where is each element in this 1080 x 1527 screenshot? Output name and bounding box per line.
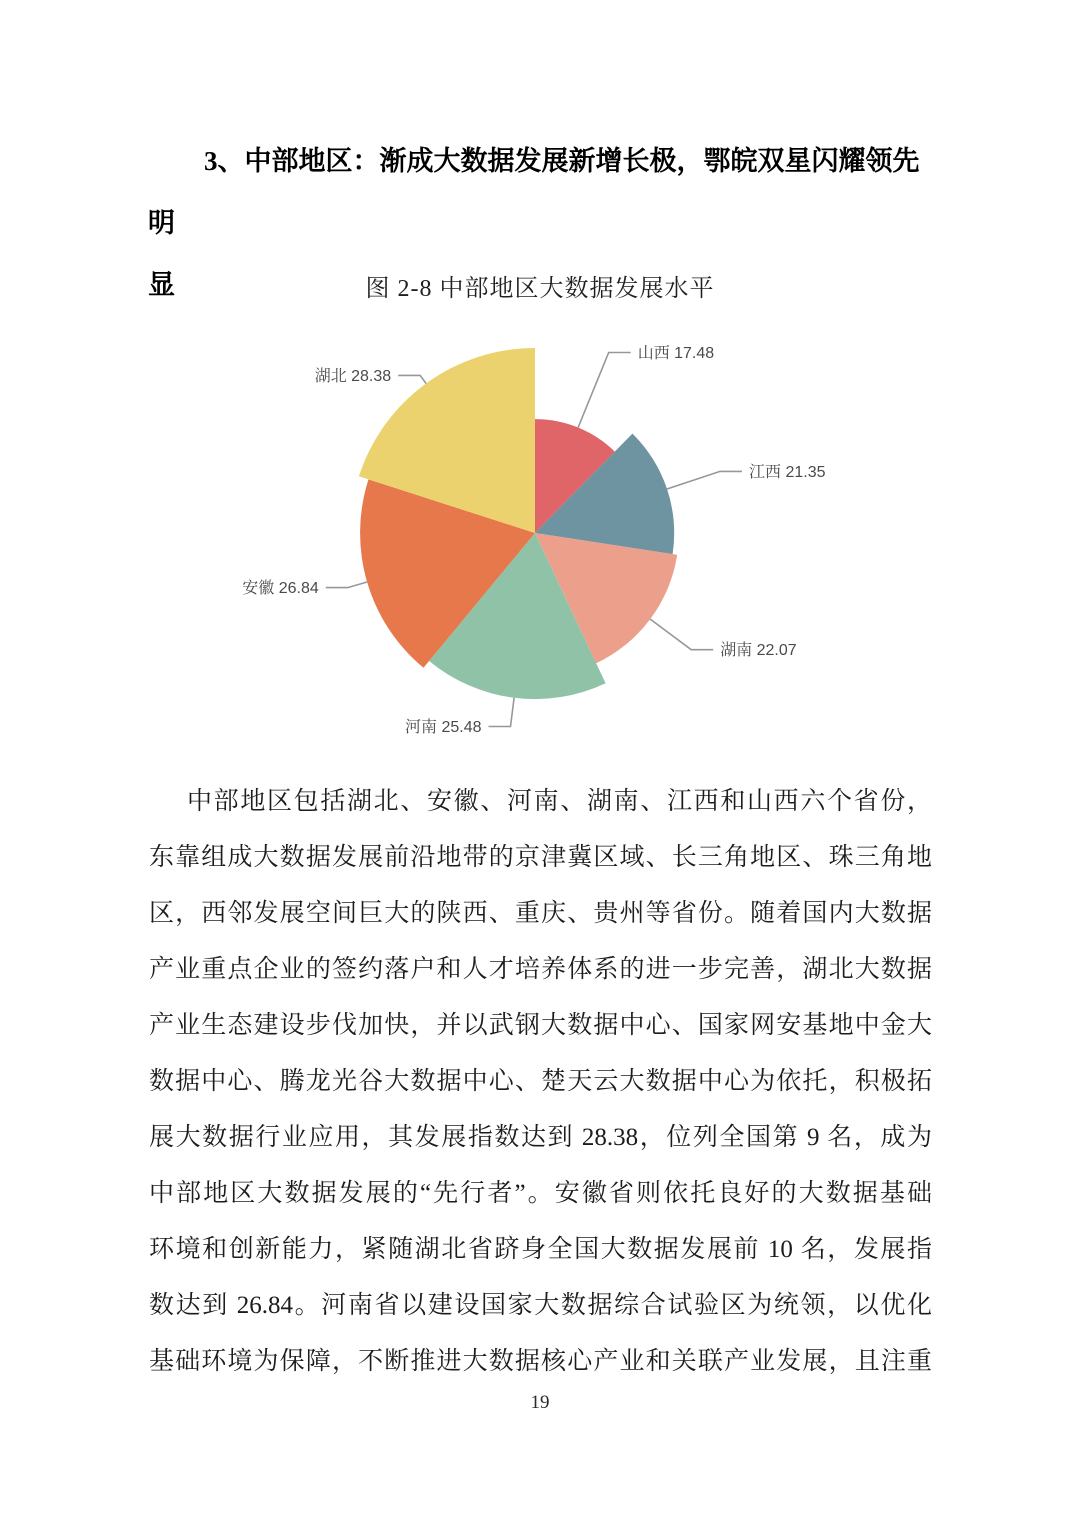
section-heading-line: 显 (148, 270, 175, 300)
paragraph-line: 中部地区大数据发展的“先行者”。安徽省则依托良好的大数据基础 (149, 1180, 932, 1207)
pie-label-line-4 (326, 582, 367, 588)
body-paragraph (149, 774, 932, 1390)
pie-label-2: 湖南 22.07 (720, 642, 797, 660)
pie-label-1: 江西 21.35 (749, 463, 826, 481)
pie-label-line-5 (398, 375, 426, 383)
paragraph-line: 数达到 26.84。河南省以建设国家大数据综合试验区为统领，以优化 (149, 1292, 932, 1319)
paragraph-line: 中部地区包括湖北、安徽、河南、湖南、江西和山西六个省份， (187, 788, 932, 815)
paragraph-line: 东靠组成大数据发展前沿地带的京津冀区域、长三角地区、珠三角地 (149, 844, 932, 871)
paragraph-line: 基础环境为保障，不断推进大数据核心产业和关联产业发展，且注重 (149, 1348, 932, 1375)
pie-label-4: 安徽 26.84 (242, 580, 319, 598)
section-heading-line: 3、中部地区：渐成大数据发展新增长极，鄂皖双星闪耀领先明 (148, 146, 920, 238)
paragraph-line: 区，西邻发展空间巨大的陕西、重庆、贵州等省份。随着国内大数据 (149, 900, 932, 927)
pie-label-3: 河南 25.48 (405, 719, 482, 736)
pie-label-line-2 (650, 619, 713, 650)
paragraph-line: 产业重点企业的签约落户和人才培养体系的进一步完善，湖北大数据 (149, 956, 932, 983)
rose-chart (140, 318, 940, 790)
paragraph-line: 数据中心、腾龙光谷大数据中心、楚天云大数据中心为依托，积极拓 (149, 1068, 932, 1095)
paragraph-line: 展大数据行业应用，其发展指数达到 28.38，位列全国第 9 名，成为 (149, 1124, 932, 1151)
pie-label-5: 湖北 28.38 (314, 367, 392, 385)
page-number: 19 (530, 1392, 550, 1413)
figure-caption: 图 2-8 中部地区大数据发展水平 (365, 276, 715, 302)
paragraph-line: 产业生态建设步伐加快，并以武钢大数据中心、国家网安基地中金大 (149, 1012, 932, 1039)
pie-label-line-1 (667, 471, 742, 489)
pie-label-line-3 (489, 698, 515, 727)
pie-label-0: 山西 17.48 (637, 345, 715, 362)
paragraph-line: 环境和创新能力，紧随湖北省跻身全国大数据发展前 10 名，发展指 (149, 1236, 932, 1263)
pie-label-line-0 (578, 353, 631, 428)
